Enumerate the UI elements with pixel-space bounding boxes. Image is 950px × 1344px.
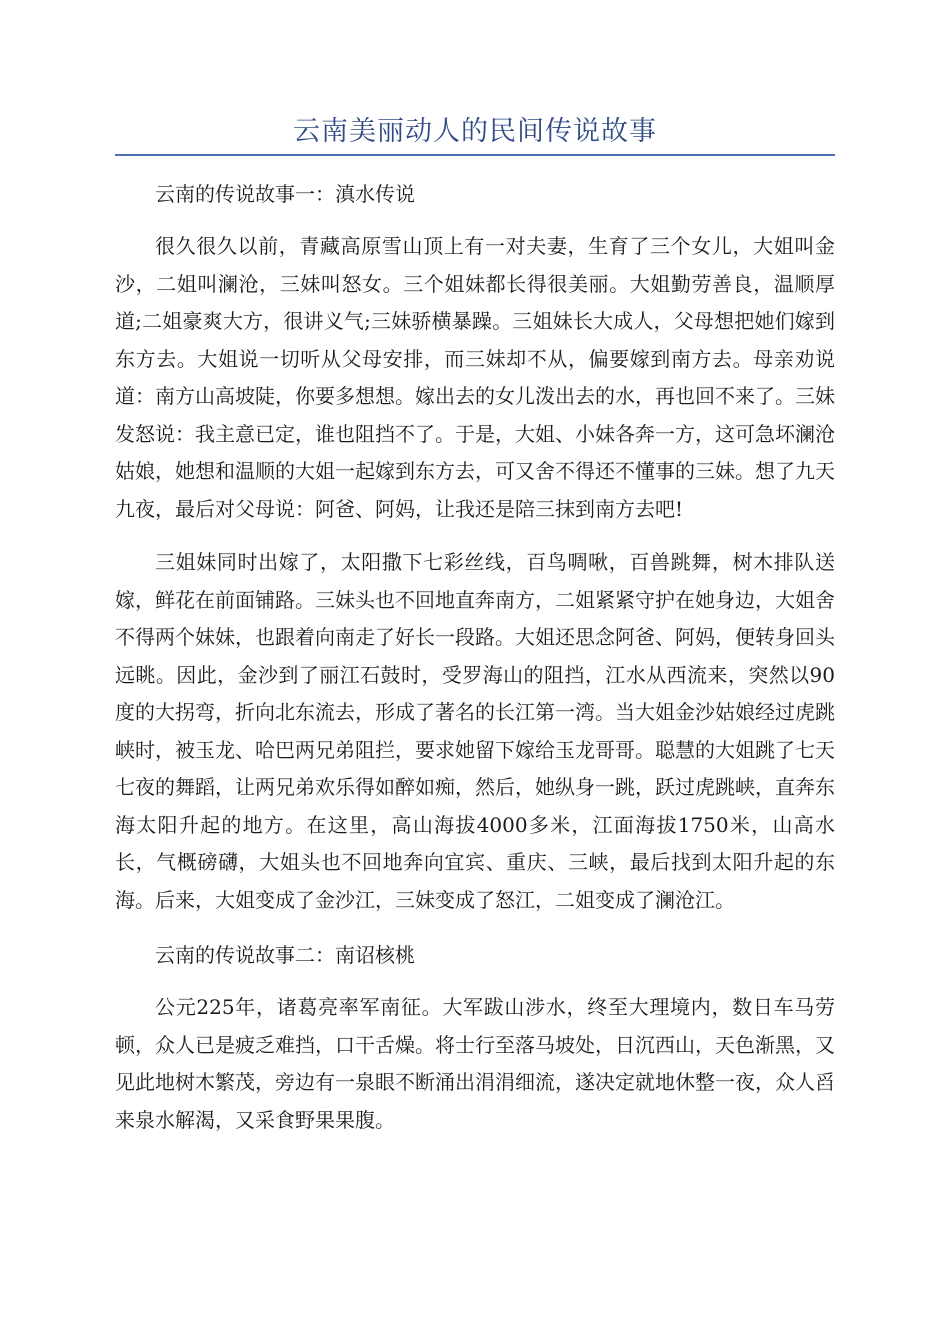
document-title: 云南美丽动人的民间传说故事 bbox=[293, 116, 657, 147]
document-body bbox=[115, 174, 835, 1155]
section-2-paragraph-1: 公元225年，诸葛亮率军南征。大军跋山涉水，终至大理境内，数日车马劳顿，众人已是疲乏难挡，口干舌燥。将士行至落马坡处，日沉西山，天色渐黑，又见此地树木繁茂，旁边有一泉眼不断涌出涓涓细流，遂决定就地休整一夜，众人舀来泉水解渴，又采食野果果腹。 bbox=[115, 995, 835, 1132]
title-underline bbox=[115, 154, 835, 156]
section-1-paragraph-1: 很久很久以前，青藏高原雪山顶上有一对夫妻，生育了三个女儿，大姐叫金沙，二姐叫澜沧，三妹叫怒女。三个姐妹都长得很美丽。大姐勤劳善良，温顺厚道;二姐豪爽大方，很讲义气;三妹骄横暴躁。三姐妹长大成人，父母想把她们嫁到东方去。大姐说一切听从父母安排，而三妹却不从，偏要嫁到南方去。母亲劝说道：南方山高坡陡，你要多想想。嫁出去的女儿泼出去的水，再也回不来了。三妹发怒说：我主意已定，谁也阻挡不了。于是，大姐、小妹各奔一方，这可急坏澜沧姑娘，她想和温顺的大姐一起嫁到东方去，可又舍不得还不懂事的三妹。想了九天九夜，最后对父母说：阿爸、阿妈，让我还是陪三抹到南方去吧! bbox=[115, 234, 835, 521]
section-heading-1: 云南的传说故事一：滇水传说 bbox=[155, 182, 415, 206]
section-1-paragraph-2: 三姐妹同时出嫁了，太阳撒下七彩丝线，百鸟啁啾，百兽跳舞，树木排队送嫁，鲜花在前面铺路。三妹头也不回地直奔南方，二姐紧紧守护在她身边，大姐舍不得两个妹妹，也跟着向南走了好长一段路。大姐还思念阿爸、阿妈，便转身回头远眺。因此，金沙到了丽江石鼓时，受罗海山的阻挡，江水从西流来，突然以90度的大拐弯，折向北东流去，形成了著名的长江第一湾。当大姐金沙姑娘经过虎跳峡时，被玉龙、哈巴两兄弟阻拦，要求她留下嫁给玉龙哥哥。聪慧的大姐跳了七天七夜的舞蹈，让两兄弟欢乐得如醉如痴，然后，她纵身一跳，跃过虎跳峡，直奔东海太阳升起的地方。在这里，高山海拔4000多米，江面海拔1750米，山高水长，气概磅礴，大姐头也不回地奔向宜宾、重庆、三峡，最后找到太阳升起的东海。后来，大姐变成了金沙江，三妹变成了怒江，二姐变成了澜沧江。 bbox=[115, 550, 835, 912]
section-heading-2: 云南的传说故事二：南诏核桃 bbox=[155, 943, 415, 967]
